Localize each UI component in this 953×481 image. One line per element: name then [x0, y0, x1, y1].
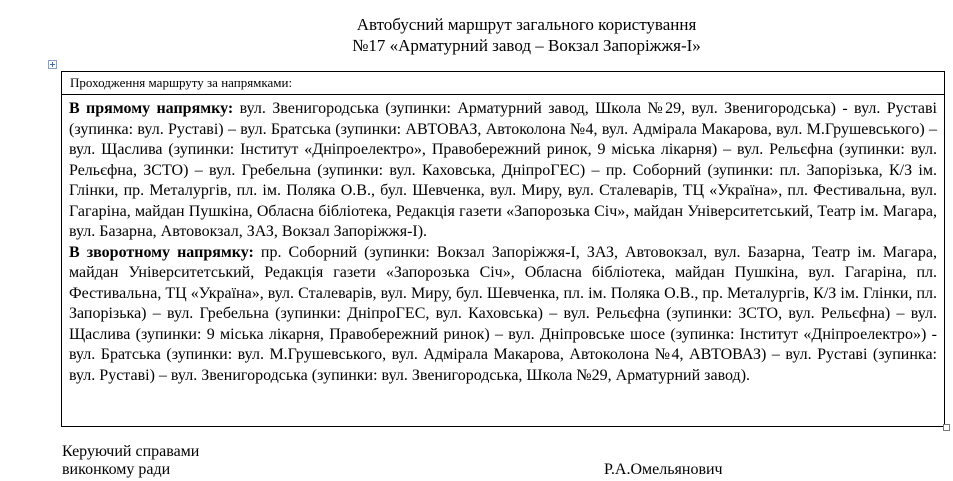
table-move-handle-icon[interactable]	[48, 60, 57, 69]
table-body	[62, 95, 944, 386]
document-title	[0, 14, 953, 56]
signature-name: Р.А.Омельянович	[604, 461, 723, 478]
forward-direction-paragraph	[69, 99, 937, 243]
backward-direction-label: В зворотному напрямку:	[69, 243, 254, 261]
forward-direction-text: вул. Звенигородська (зупинки: Арматурний завод, Школа №29, вул. Звенигородська) - вул. Руставі (зупинка: вул. Руставі) – вул. Братська (зупинки: АВТОВАЗ, Автоколона №4, вул. Адмірала Макарова, вул. М.Грушевського) – вул. Щаслива (зупинки: Інститут «Дніпроелектро», Правобережний ринок, 9 міська лікарня) – вул. Рельєфна (зупинки: вул. Рельєфна, ЗСТО) – вул. Гребельна (зупинки: вул. Каховська, ДніпроГЕС) – пр. Соборний (зупинки: пл. Запорізька, К/З ім. Глінки, пр. Металургів, пл. ім. Поляка О.В., бул. Шевченка, вул. Миру, вул. Сталеварів, ТЦ «Україна», пл. Фестивальна, вул. Гагаріна, майдан Пушкіна, Обласна бібліотека, Редакція газети «Запорозька Січ», майдан Університетський, Театр ім. Магара, вул. Базарна, Автовокзал, ЗАЗ, Вокзал Запоріжжя-I).	[69, 100, 937, 240]
backward-direction-text: пр. Соборний (зупинки: Вокзал Запоріжжя-I, ЗАЗ, Автовокзал, вул. Базарна, Театр ім. Магара, майдан Університетський, Редакція газети «Запорозька Січ», Обласна бібліотека, майдан Пушкіна, вул. Гагаріна, пл. Фестивальна, ТЦ «Україна», вул. Сталеварів, вул. Миру, бул. Шевченка, пл. ім. Поляка О.В., пр. Металургів, К/З ім. Глінки, пл. Запорізька) – вул. Гребельна (зупинки: ДніпроГЕС, вул. Каховська) – вул. Рельєфна (зупинки: ЗСТО, вул. Рельєфна) – вул. Щаслива (зупинки: 9 міська лікарня, Правобережний ринок) – вул. Дніпровське шосе (зупинка: Інститут «Дніпроелектро») - вул. Братська (зупинки: вул. М.Грушевського, вул. Адмірала Макарова, Автоколона №4, АВТОВАЗ) – вул. Руставі (зупинка: вул. Руставі) – вул. Звенигородська (зупинки: вул. Звенигородська, Школа №29, Арматурний завод).	[69, 243, 937, 384]
forward-direction-label: В прямому напрямку:	[69, 100, 234, 117]
table-resize-handle-icon[interactable]	[943, 424, 950, 431]
route-table	[61, 71, 945, 427]
title-line-2: №17 «Арматурний завод – Вокзал Запоріжжя-I»	[352, 36, 701, 55]
signature-role-line-2: виконкому ради	[62, 461, 171, 478]
signature-role	[62, 443, 199, 479]
signature-role-line-1: Керуючий справами	[62, 443, 200, 460]
table-header: Проходження маршруту за напрямками:	[62, 72, 944, 95]
backward-direction-paragraph	[69, 243, 937, 387]
title-line-1: Автобусний маршрут загального користування	[356, 15, 697, 34]
